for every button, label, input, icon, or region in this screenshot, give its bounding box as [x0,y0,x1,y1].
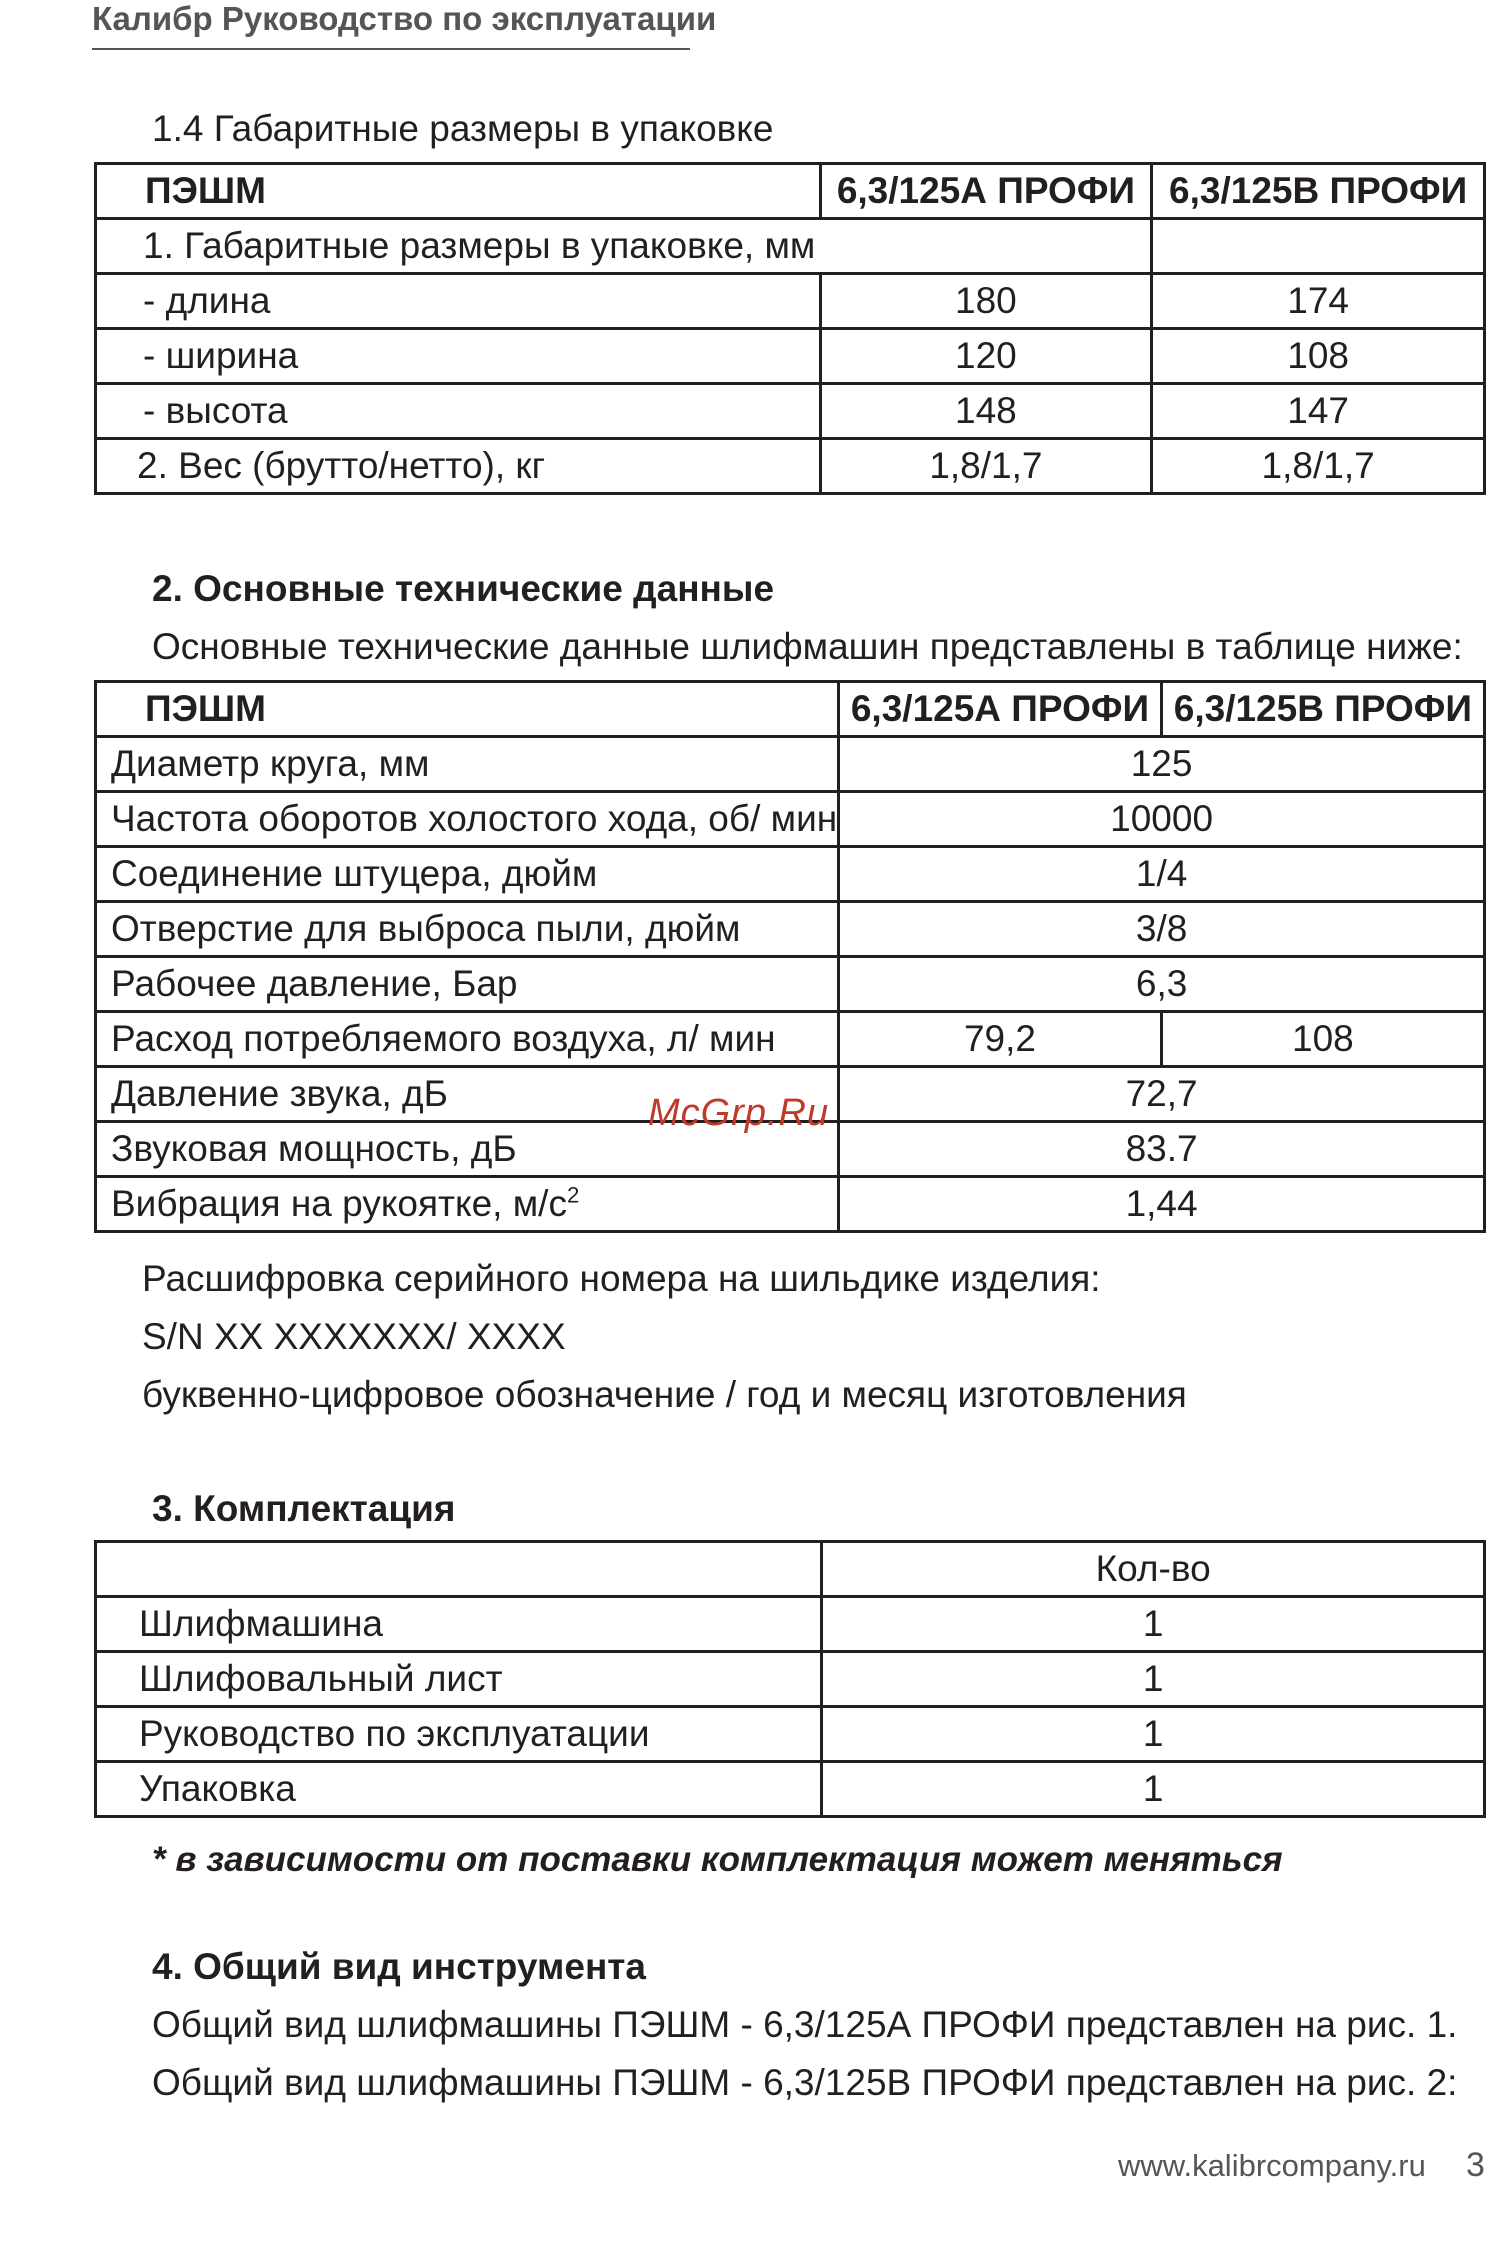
value-b: 147 [1152,384,1485,439]
row-label: Шлифовальный лист [96,1652,822,1707]
package-table [94,1540,1486,1818]
row-value: 72,7 [839,1067,1485,1122]
serial-line: Расшифровка серийного номера на шильдике изделия: [142,1258,1101,1299]
table-header-row [96,164,1485,219]
row-qty: 1 [822,1762,1485,1817]
section-4-line: Общий вид шлифмашины ПЭШМ - 6,3/125А ПРОФИ представлен на рис. 1. [152,2004,1458,2045]
table-row [96,1177,1485,1232]
section-4-title: 4. Общий вид инструмента [152,1946,647,1987]
row-value: 1/4 [839,847,1485,902]
row-label: 2. Вес (брутто/нетто), кг [96,439,821,494]
row-label: Отверстие для выброса пыли, дюйм [96,902,839,957]
row-label: Частота оборотов холостого хода, об/ мин [96,792,839,847]
value-a: 180 [820,274,1152,329]
row-label: Вибрация на рукоятке, м/с [111,1183,567,1224]
table-row [96,792,1485,847]
row-value: 3/8 [839,902,1485,957]
header-cell-qty: Кол-во [822,1542,1485,1597]
row-value: 10000 [839,792,1485,847]
value-a: 148 [820,384,1152,439]
value-b: 108 [1161,1012,1484,1067]
header-divider [92,48,690,50]
table-row [96,737,1485,792]
table-row [96,1762,1485,1817]
table-row [96,439,1485,494]
value-b: 1,8/1,7 [1152,439,1485,494]
watermark-text: McGrp.Ru [648,1092,830,1134]
row-label: Диаметр круга, мм [96,737,839,792]
table-row [96,957,1485,1012]
table-header-row [96,682,1485,737]
table-row [96,847,1485,902]
header-cell-a: 6,3/125А ПРОФИ [839,682,1162,737]
empty-cell [1152,219,1485,274]
row-qty: 1 [822,1597,1485,1652]
page-header-title: Калибр Руководство по эксплуатации [92,0,717,37]
superscript: 2 [566,1182,580,1208]
header-cell-b: 6,3/125В ПРОФИ [1152,164,1485,219]
row-value: 125 [839,737,1485,792]
table-header-row [96,1542,1485,1597]
row-label: Руководство по эксплуатации [96,1707,822,1762]
table-row [96,219,1485,274]
row-label: Расход потребляемого воздуха, л/ мин [96,1012,839,1067]
row-label: Шлифмашина [96,1597,822,1652]
page-number: 3 [1466,2146,1485,2184]
table-row [96,274,1485,329]
table-row [96,329,1485,384]
row-value: 6,3 [839,957,1485,1012]
row-value: 83.7 [839,1122,1485,1177]
table-row [96,1597,1485,1652]
group-label-cell: 1. Габаритные размеры в упаковке, мм [96,219,1152,274]
header-cell-a: 6,3/125А ПРОФИ [820,164,1152,219]
section-3-title: 3. Комплектация [152,1488,456,1529]
footer-url[interactable]: www.kalibrcompany.ru [1118,2148,1426,2183]
header-cell-model: ПЭШМ [96,164,821,219]
row-label: Соединение штуцера, дюйм [96,847,839,902]
serial-line: S/N XX XXXXXXX/ XXXX [142,1316,566,1357]
table-row [96,1652,1485,1707]
row-label: Рабочее давление, Бар [96,957,839,1012]
header-cell-b: 6,3/125В ПРОФИ [1161,682,1484,737]
row-label: - ширина [96,329,821,384]
section-4-line: Общий вид шлифмашины ПЭШМ - 6,3/125В ПРОФИ представлен на рис. 2: [152,2062,1458,2103]
table-row [96,902,1485,957]
package-note: * в зависимости от поставки комплектация может меняться [152,1840,1283,1879]
header-cell-model: ПЭШМ [96,682,839,737]
row-label-cell [96,1177,839,1232]
value-b: 108 [1152,329,1485,384]
row-value: 1,44 [839,1177,1485,1232]
value-a: 1,8/1,7 [820,439,1152,494]
value-b: 174 [1152,274,1485,329]
row-label: Упаковка [96,1762,822,1817]
table-row [96,1707,1485,1762]
row-label: - высота [96,384,821,439]
table-row [96,1012,1485,1067]
empty-cell [96,1542,822,1597]
value-a: 79,2 [839,1012,1162,1067]
section-2-title: 2. Основные технические данные [152,568,775,609]
table-row [96,384,1485,439]
tech-data-table [94,680,1486,1233]
dimensions-table [94,162,1486,495]
section-2-intro: Основные технические данные шлифмашин представлены в таблице ниже: [152,626,1463,667]
row-qty: 1 [822,1652,1485,1707]
row-qty: 1 [822,1707,1485,1762]
row-label: - длина [96,274,821,329]
value-a: 120 [820,329,1152,384]
row-label: Давление звука, дБ [96,1067,839,1122]
serial-line: буквенно-цифровое обозначение / год и месяц изготовления [142,1374,1187,1415]
row-label: Звуковая мощность, дБ [96,1122,839,1177]
section-1-4-title: 1.4 Габаритные размеры в упаковке [152,108,774,149]
